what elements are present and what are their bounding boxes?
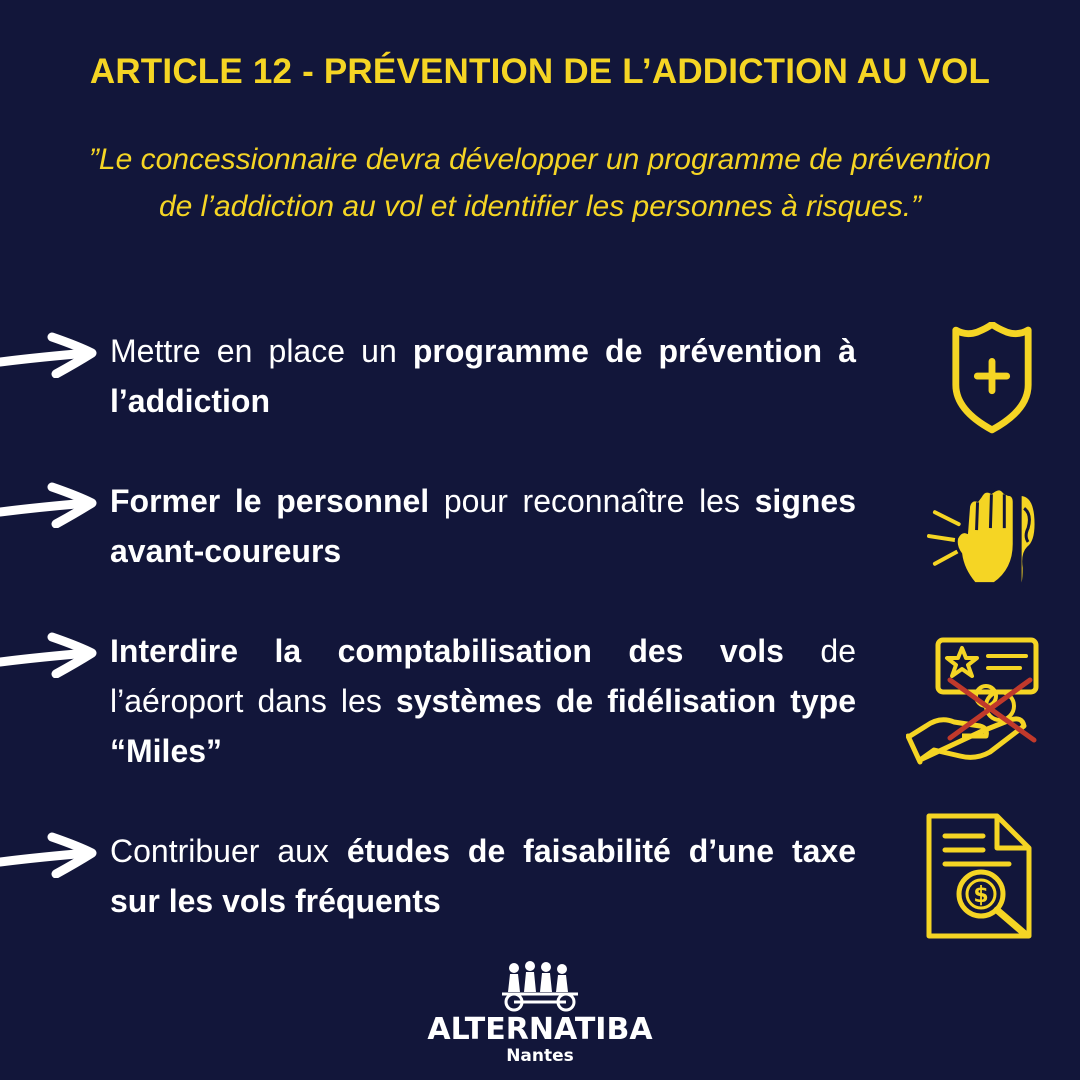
arrow-right-icon [0,332,100,378]
arrow-right-icon [0,832,100,878]
hand-ear-listening-icon [925,484,1039,594]
logo-name: ALTERNATIBA [427,1012,653,1047]
item-text: Mettre en place un programme de prévention à l’addiction [110,333,857,419]
arrow-right-icon [0,482,100,528]
crossed-loyalty-card-icon [906,634,1040,768]
page-title: ARTICLE 12 - PRÉVENTION DE L’ADDICTION AU VOL [89,52,991,91]
logo-city: Nantes [506,1046,574,1066]
item-text: Contribuer aux études de faisabilité d’une taxe sur les vols fréquents [110,833,856,919]
article-quote: ”Le concessionnaire devra développer un programme de prévention de l’addiction au vol et identifier les personnes à risques.” [88,143,992,223]
item-text: Interdire la comptabilisation des vols de l’aéroport dans les systèmes de fidélisation type “Miles” [110,633,857,769]
document-dollar-search-icon [925,812,1035,940]
shield-plus-icon [948,322,1036,436]
item-text: Former le personnel pour reconnaître les signes avant-coureurs [110,483,856,569]
alternatiba-logo [0,960,1080,1066]
arrow-right-icon [0,632,100,678]
svg-text:$: $ [973,883,989,908]
cyclists-logo-icon [500,960,580,1012]
